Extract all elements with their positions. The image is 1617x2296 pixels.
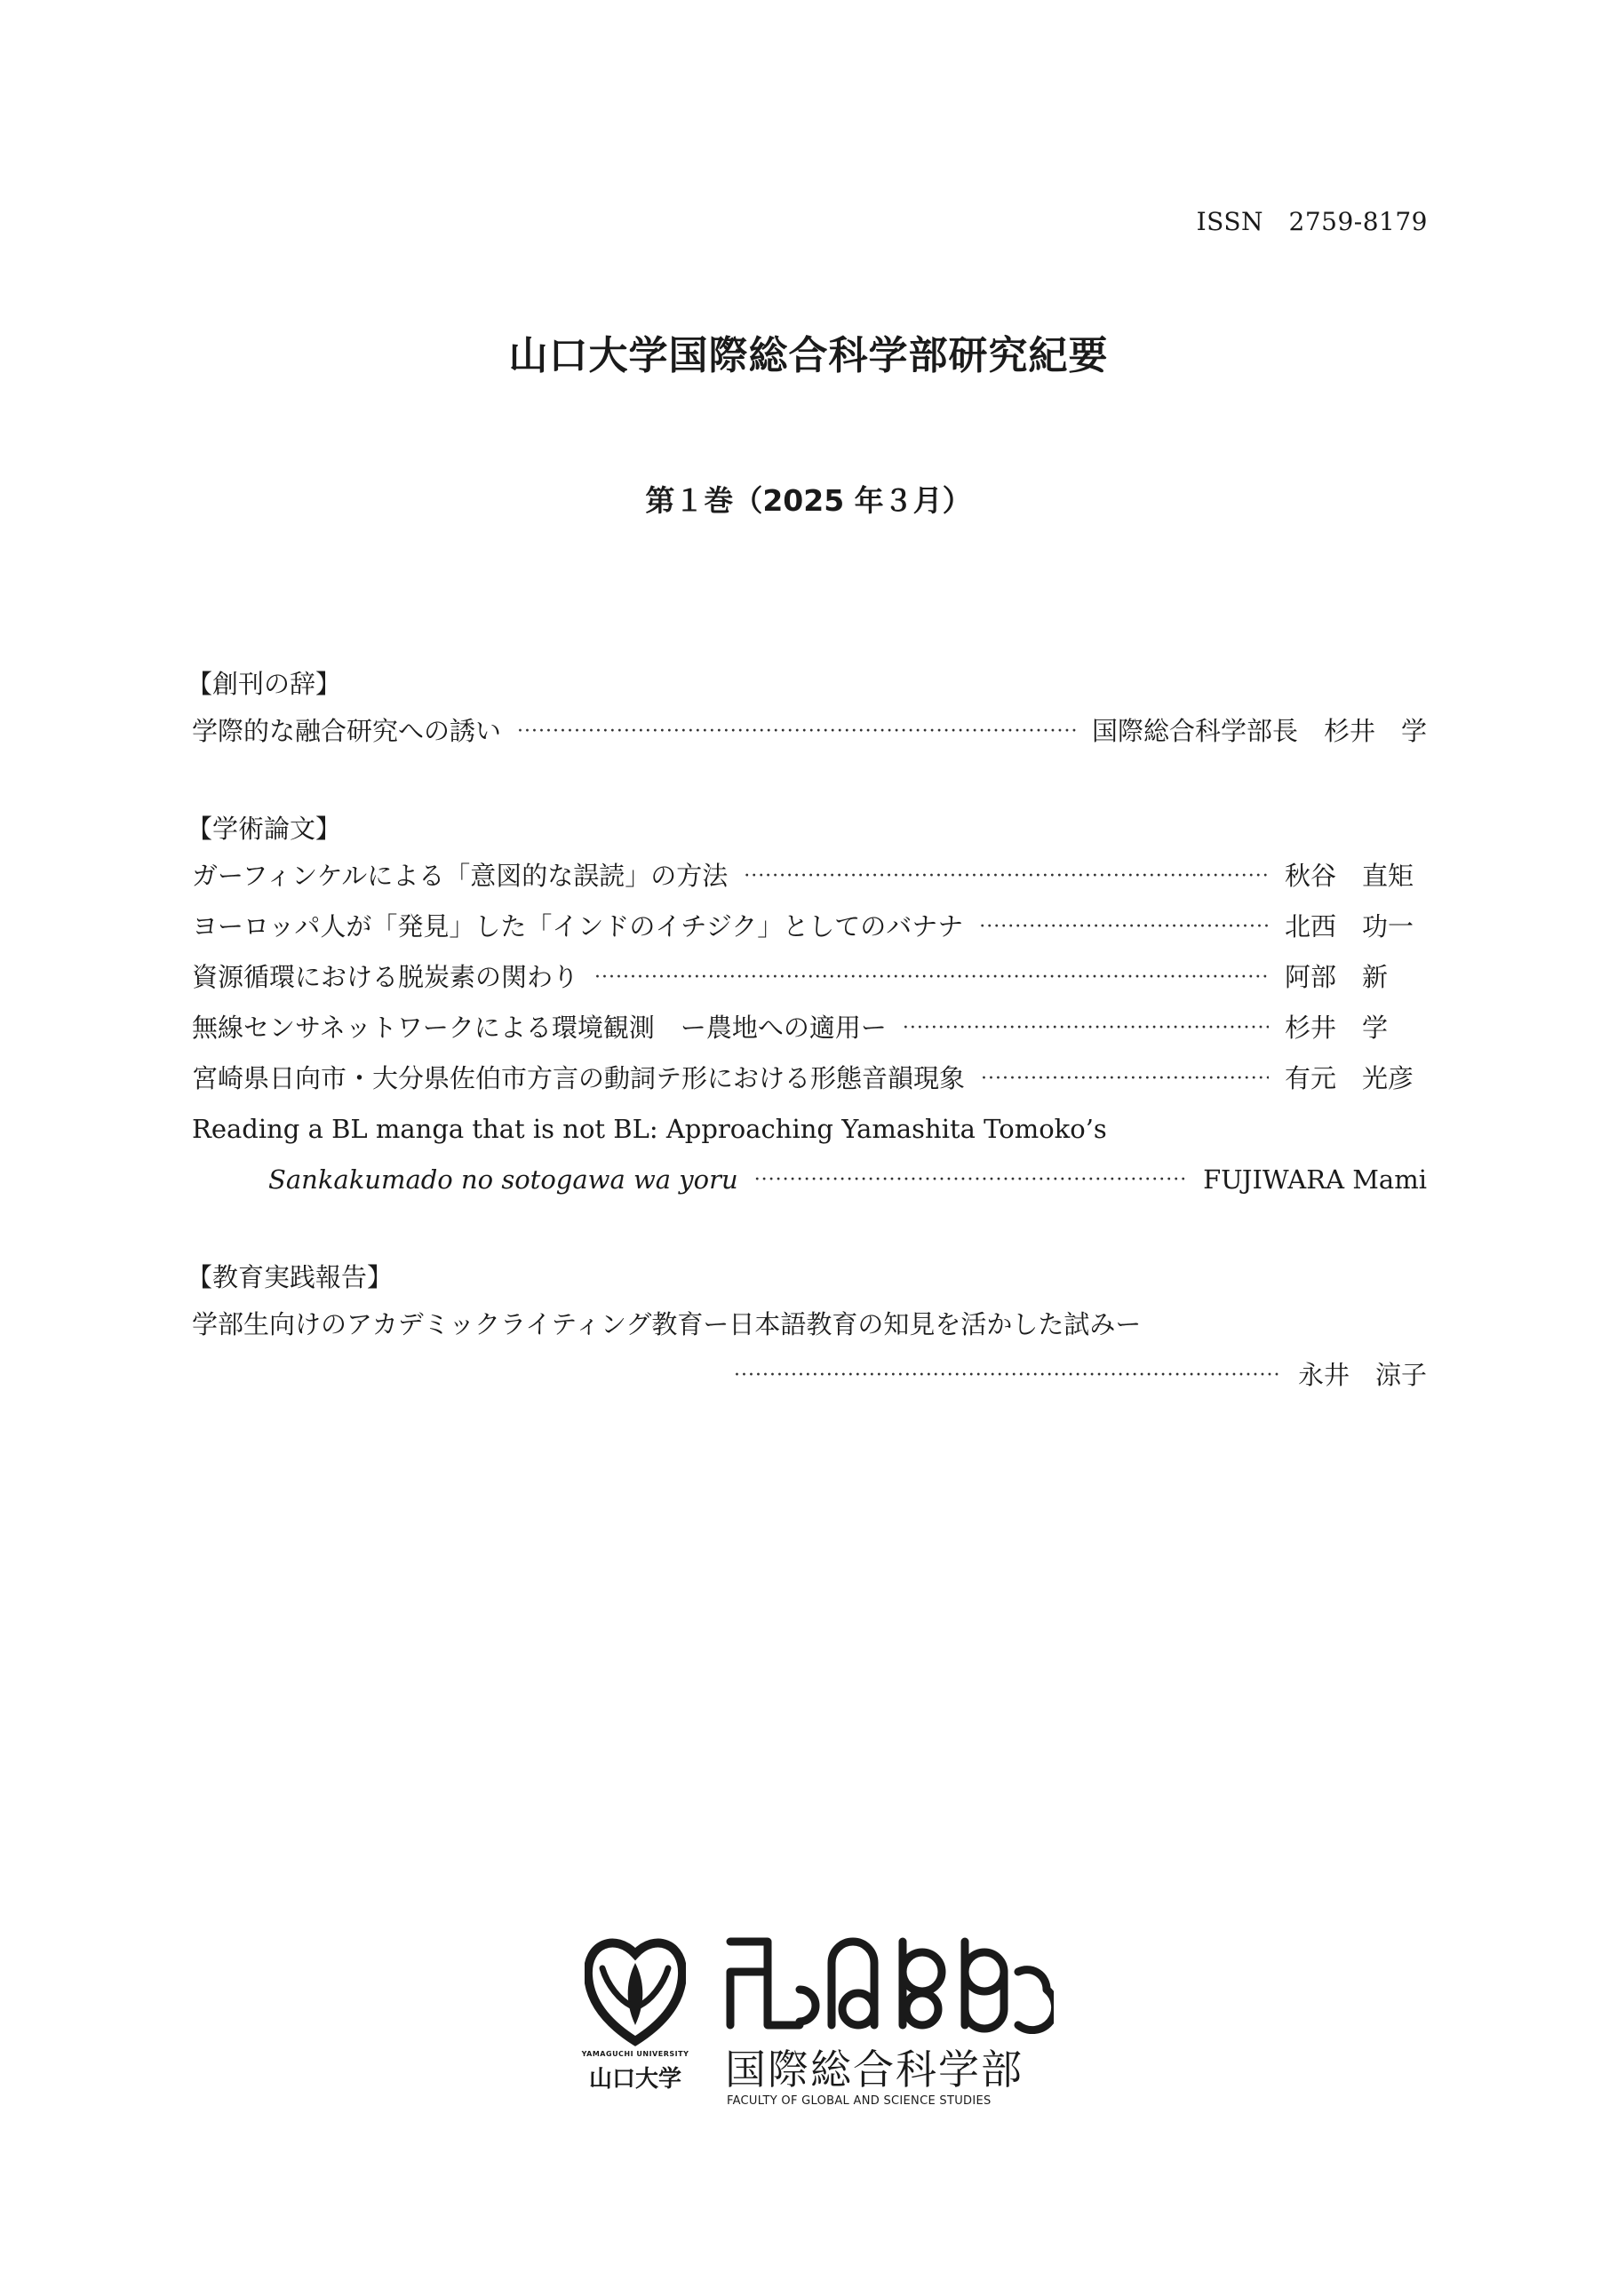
logo-area: [578, 1936, 1057, 2132]
leader-dots: [734, 1350, 1282, 1401]
leader-dots: [981, 1053, 1269, 1104]
toc-entry[interactable]: [192, 706, 1427, 757]
toc-entry[interactable]: [192, 1053, 1427, 1104]
faculty-english-name: FACULTY OF GLOBAL AND SCIENCE STUDIES: [727, 2094, 992, 2108]
entry-author: 国際総合科学部長 杉井 学: [1091, 716, 1427, 746]
toc-entry-author-line[interactable]: [192, 1350, 1427, 1401]
faculty-logo: [725, 1936, 1054, 2132]
university-name: 山口大学: [588, 2066, 681, 2093]
university-english-name: YAMAGUCHI UNIVERSITY: [581, 2050, 689, 2058]
toc-entry[interactable]: [192, 952, 1427, 1003]
section-spacer: [192, 757, 1427, 806]
entry-title-line1[interactable]: Reading a BL manga that is not BL: Approaching Yamashita Tomoko’s: [192, 1114, 1107, 1144]
leader-dots: [754, 1155, 1187, 1205]
entry-title: ガーフィンケルによる「意図的な誤読」の方法: [192, 861, 729, 891]
leader-dots: [594, 952, 1269, 1003]
entry-author: 有元 光彦: [1285, 1063, 1414, 1093]
leader-dots: [903, 1003, 1269, 1053]
section-heading-practice-reports: 【教育実践報告】: [187, 1262, 394, 1292]
entry-title: 学際的な融合研究への誘い: [192, 716, 502, 746]
entry-author: 杉井 学: [1285, 1013, 1389, 1043]
issn-number: ISSN 2759-8179: [1196, 207, 1428, 236]
section-heading-articles: 【学術論文】: [187, 814, 342, 844]
toc-entry[interactable]: [192, 902, 1427, 952]
section-spacer: [192, 1205, 1427, 1255]
leader-dots: [979, 902, 1269, 952]
faculty-mark-icon: [725, 1936, 1054, 2034]
entry-title: 宮崎県日向市・大分県佐伯市方言の動詞テ形における形態音韻現象: [192, 1063, 966, 1093]
entry-author: 永井 涼子: [1297, 1360, 1427, 1390]
journal-title: 山口大学国際総合科学部研究紀要: [508, 333, 1109, 378]
entry-author: 秋谷 直矩: [1285, 861, 1414, 891]
entry-author: 北西 功一: [1285, 911, 1414, 941]
volume-info: 第１巻（2025 年３月）: [645, 483, 972, 518]
yamaguchi-university-logo: [578, 1936, 693, 2114]
yamaguchi-university-mark-icon: [585, 1936, 686, 2046]
entry-title[interactable]: 学部生向けのアカデミックライティング教育ー日本語教育の知見を活かした試みー: [192, 1309, 1142, 1339]
entry-author: 阿部 新: [1285, 962, 1389, 992]
entry-title-line2: Sankakumado no sotogawa wa yoru: [268, 1164, 738, 1195]
leader-dots: [517, 706, 1076, 757]
entry-title: ヨーロッパ人が「発見」した「インドのイチジク」としてのバナナ: [192, 911, 964, 941]
section-heading-foreword: 【創刊の辞】: [187, 669, 342, 699]
entry-title: 無線センサネットワークによる環境観測 ー農地への適用ー: [192, 1013, 887, 1043]
leader-dots: [744, 851, 1269, 902]
toc-entry[interactable]: [192, 851, 1427, 902]
entry-author: FUJIWARA Mami: [1203, 1164, 1427, 1195]
toc-entry[interactable]: [192, 1155, 1427, 1205]
table-of-contents: [187, 662, 1427, 1401]
toc-entry[interactable]: [192, 1003, 1427, 1053]
faculty-name: 国際総合科学部: [725, 2046, 1024, 2093]
entry-title: 資源循環における脱炭素の関わり: [192, 962, 579, 992]
